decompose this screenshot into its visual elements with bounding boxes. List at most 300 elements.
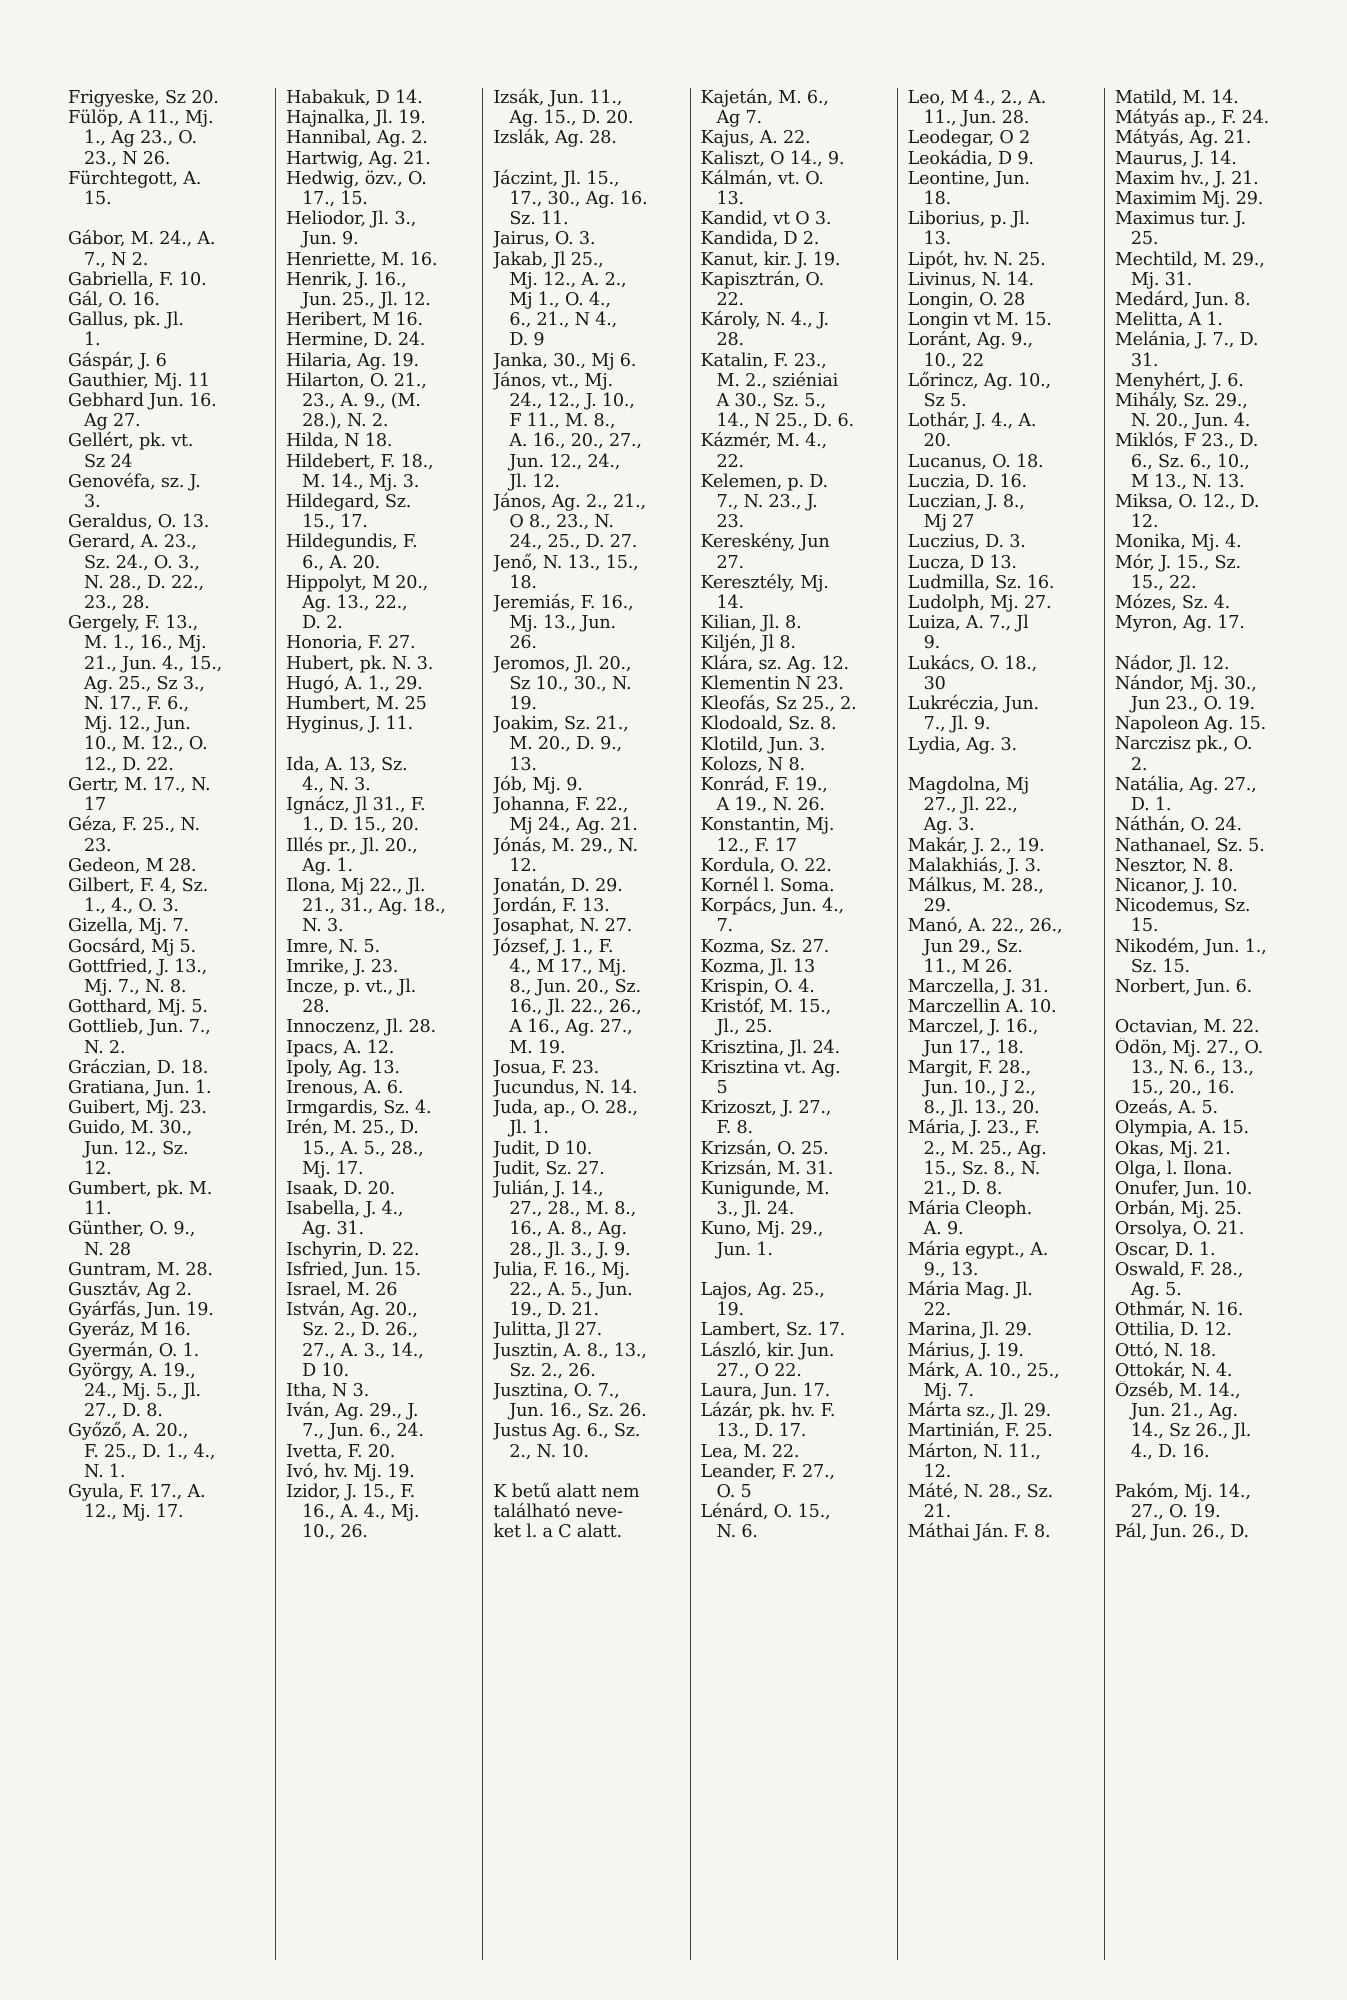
entry-continuation: 17 bbox=[84, 795, 106, 816]
name-entry: Klára, sz. Ag. 12. bbox=[700, 653, 849, 674]
entry-continuation: 13., N. 6., 13., bbox=[1130, 1057, 1254, 1078]
name-entry: ket l. a C alatt. bbox=[493, 1522, 622, 1543]
name-entry: Nesztor, N. 8. bbox=[1114, 855, 1234, 876]
name-entry: Ottilia, D. 12. bbox=[1114, 1320, 1232, 1341]
name-entry: Mátyás ap., F. 24. bbox=[1114, 108, 1270, 129]
entry-continuation: 15., A. 5., 28., bbox=[302, 1138, 424, 1159]
name-entry: Lucanus, O. 18. bbox=[907, 451, 1044, 472]
entry-continuation: N. 28., D. 22., bbox=[84, 572, 204, 593]
entry-continuation: Mj. 31. bbox=[1130, 269, 1193, 290]
name-entry: Hyginus, J. 11. bbox=[286, 714, 414, 735]
name-entry: Napoleon Ag. 15. bbox=[1114, 714, 1267, 735]
name-entry: Nádor, Jl. 12. bbox=[1114, 653, 1230, 674]
entry-continuation: N. 2. bbox=[84, 1037, 126, 1058]
entry-continuation: 18. bbox=[509, 572, 537, 593]
entry-continuation: Jun. 25., Jl. 12. bbox=[302, 290, 431, 311]
name-entry: Geraldus, O. 13. bbox=[68, 512, 210, 533]
name-entry: Katalin, F. 23., bbox=[700, 350, 827, 371]
name-entry: Onufer, Jun. 10. bbox=[1114, 1178, 1253, 1199]
name-entry: Gotthard, Mj. 5. bbox=[68, 997, 208, 1018]
name-entry: Iván, Ag. 29., J. bbox=[286, 1401, 419, 1422]
name-entry: Julia, F. 16., Mj. bbox=[493, 1259, 630, 1280]
name-entry: Leodegar, O 2 bbox=[907, 128, 1031, 149]
name-entry: Mechtild, M. 29., bbox=[1114, 249, 1265, 270]
entry-continuation: 15., 22. bbox=[1130, 572, 1197, 593]
name-entry: Livinus, N. 14. bbox=[907, 269, 1034, 290]
name-entry: Ottokár, N. 4. bbox=[1114, 1360, 1233, 1381]
name-entry: K betű alatt nem bbox=[493, 1481, 640, 1502]
entry-continuation: 5 bbox=[716, 1077, 728, 1098]
name-entry: Günther, O. 9., bbox=[68, 1219, 196, 1240]
name-entry: Máté, N. 28., Sz. bbox=[907, 1482, 1053, 1502]
name-entry: Isfried, Jun. 15. bbox=[286, 1259, 422, 1280]
name-entry: Ivetta, F. 20. bbox=[286, 1441, 396, 1462]
entry-continuation: D 10. bbox=[302, 1360, 349, 1381]
name-entry: Julitta, Jl 27. bbox=[493, 1320, 603, 1341]
entry-continuation: 12. bbox=[923, 1461, 952, 1482]
name-entry: Medárd, Jun. 8. bbox=[1114, 290, 1251, 311]
name-entry: Gyeráz, M 16. bbox=[68, 1320, 191, 1341]
entry-continuation: M. 20., D. 9., bbox=[509, 734, 622, 755]
entry-continuation: F. 8. bbox=[716, 1118, 753, 1139]
name-entry: Jusztin, A. 8., 13., bbox=[493, 1340, 647, 1361]
entry-continuation: 7., N 2. bbox=[84, 249, 149, 270]
name-entry: Maximim Mj. 29. bbox=[1114, 189, 1264, 210]
entry-continuation: D. 1. bbox=[1130, 795, 1172, 816]
name-entry: Gáspár, J. 6 bbox=[68, 350, 167, 371]
name-entry: Guntram, M. 28. bbox=[68, 1259, 213, 1280]
name-entry: Leontine, Jun. bbox=[907, 168, 1030, 189]
entry-continuation: 24., 25., D. 27. bbox=[509, 532, 638, 553]
name-entry: Kajetán, M. 6., bbox=[700, 88, 829, 108]
name-entry: Gratiana, Jun. 1. bbox=[68, 1077, 212, 1098]
entry-continuation: 22. bbox=[716, 451, 744, 472]
name-entry: Incze, p. vt., Jl. bbox=[286, 976, 417, 997]
name-entry: Josua, F. 23. bbox=[493, 1057, 600, 1078]
entry-continuation: Jl., 25. bbox=[716, 1017, 773, 1038]
name-entry: Krispin, O. 4. bbox=[700, 976, 815, 997]
name-entry: Margit, F. 28., bbox=[907, 1057, 1031, 1078]
entry-continuation: 28.), N. 2. bbox=[302, 411, 389, 432]
name-entry: Gusztáv, Ag 2. bbox=[68, 1279, 192, 1300]
name-entry: Krizsán, M. 31. bbox=[700, 1158, 834, 1179]
name-entry: Mária Cleoph. bbox=[907, 1199, 1032, 1220]
entry-continuation: N. 20., Jun. 4. bbox=[1130, 411, 1251, 432]
name-entry: Kajus, A. 22. bbox=[700, 128, 811, 149]
entry-continuation: 2. bbox=[1130, 754, 1148, 775]
name-entry: Nicodemus, Sz. bbox=[1114, 896, 1251, 917]
entry-continuation: 1., D. 15., 20. bbox=[302, 815, 419, 836]
name-entry: Judit, D 10. bbox=[493, 1138, 593, 1159]
entry-continuation: 19. bbox=[716, 1300, 744, 1321]
name-entry: Henrik, J. 16., bbox=[286, 269, 407, 290]
entry-continuation: 15., 17. bbox=[302, 512, 368, 533]
name-entry: Humbert, M. 25 bbox=[286, 694, 427, 715]
name-entry: Krizoszt, J. 27., bbox=[700, 1098, 832, 1119]
entry-continuation: Ag. 15., D. 20. bbox=[509, 108, 634, 129]
name-entry: Hildegundis, F. bbox=[286, 532, 418, 553]
entry-continuation: Mj. 13., Jun. bbox=[509, 613, 616, 634]
name-entry: Ozeás, A. 5. bbox=[1114, 1098, 1218, 1119]
name-entry: Guibert, Mj. 23. bbox=[68, 1098, 207, 1119]
name-entry: Gizella, Mj. 7. bbox=[68, 916, 189, 937]
name-entry: Olympia, A. 15. bbox=[1114, 1118, 1249, 1139]
entry-continuation: 27., O 22. bbox=[716, 1360, 802, 1381]
entry-continuation: 15. bbox=[1130, 916, 1159, 937]
entry-continuation: Ag. 1. bbox=[302, 855, 353, 876]
name-entry: Julián, J. 14., bbox=[493, 1178, 604, 1199]
name-entry: Manó, A. 22., 26., bbox=[907, 916, 1063, 937]
entry-continuation: 12. bbox=[509, 855, 537, 876]
name-entry: Heribert, M 16. bbox=[286, 310, 423, 331]
name-entry: Lydia, Ag. 3. bbox=[907, 734, 1017, 755]
name-entry: László, kir. Jun. bbox=[700, 1340, 835, 1361]
entry-continuation: 13. bbox=[716, 189, 744, 210]
name-entry: Hippolyt, M 20., bbox=[286, 572, 429, 593]
entry-continuation: 12. bbox=[84, 1158, 112, 1179]
name-entry: Lukács, O. 18., bbox=[907, 653, 1038, 674]
name-entry: Kornél l. Soma. bbox=[700, 875, 835, 896]
name-entry: Menyhért, J. 6. bbox=[1114, 370, 1244, 391]
name-entry: Ivó, hv. Mj. 19. bbox=[286, 1461, 415, 1482]
name-entry: Narczisz pk., O. bbox=[1114, 734, 1253, 755]
entry-continuation: 12. bbox=[1130, 512, 1159, 533]
entry-continuation: 8., Jl. 13., 20. bbox=[923, 1098, 1040, 1119]
name-entry: Mihály, Sz. 29., bbox=[1114, 391, 1248, 412]
name-entry: Natália, Ag. 27., bbox=[1114, 774, 1257, 795]
name-entry: Hildebert, F. 18., bbox=[286, 451, 434, 472]
entry-continuation: M. 14., Mj. 3. bbox=[302, 471, 420, 492]
entry-continuation: 12., D. 22. bbox=[84, 754, 174, 775]
entry-continuation: 23., 28. bbox=[84, 593, 150, 614]
name-entry: Leo, M 4., 2., A. bbox=[907, 88, 1046, 108]
entry-continuation: 15., 20., 16. bbox=[1130, 1077, 1235, 1098]
name-entry: Imre, N. 5. bbox=[286, 936, 380, 957]
name-entry: Kilian, Jl. 8. bbox=[700, 613, 802, 634]
entry-continuation: 27. bbox=[716, 552, 744, 573]
name-entry: Hermine, D. 24. bbox=[286, 330, 426, 351]
entry-continuation: 28. bbox=[716, 330, 744, 351]
name-entry: Kiljén, Jl 8. bbox=[700, 633, 796, 654]
name-entry: József, J. 1., F. bbox=[493, 936, 614, 957]
entry-continuation: Sz. 11. bbox=[509, 209, 569, 230]
name-entry: Maxim hv., J. 21. bbox=[1114, 168, 1259, 189]
entry-continuation: Jun. 12., 24., bbox=[509, 451, 621, 472]
entry-continuation: Sz 24 bbox=[84, 451, 133, 472]
entry-continuation: 14. bbox=[716, 593, 744, 614]
entry-continuation: 23. bbox=[716, 512, 744, 533]
entry-continuation: N. 3. bbox=[302, 916, 344, 937]
name-entry: Justus Ag. 6., Sz. bbox=[493, 1421, 641, 1442]
entry-continuation: 27., Jl. 22., bbox=[923, 795, 1018, 816]
name-entry: Jenő, N. 13., 15., bbox=[493, 552, 639, 573]
name-entry: Hilda, N 18. bbox=[286, 431, 393, 452]
name-entry: Ida, A. 13, Sz. bbox=[286, 754, 408, 775]
name-entry: Máthai Ján. F. 8. bbox=[907, 1522, 1051, 1543]
name-entry: Pál, Jun. 26., D. bbox=[1114, 1522, 1249, 1543]
name-entry: Hilarton, O. 21., bbox=[286, 370, 427, 391]
entry-continuation: 14., Sz 26., Jl. bbox=[1130, 1421, 1252, 1442]
name-entry: Marczellin A. 10. bbox=[907, 997, 1057, 1018]
name-entry: Nicanor, J. 10. bbox=[1114, 875, 1238, 896]
name-entry: Kapisztrán, O. bbox=[700, 269, 824, 290]
name-entry: Gedeon, M 28. bbox=[68, 855, 197, 876]
entry-continuation: 29. bbox=[923, 896, 952, 917]
name-entry: Jób, Mj. 9. bbox=[493, 774, 583, 795]
column-2 bbox=[275, 88, 482, 1960]
entry-continuation: 8., Jun. 20., Sz. bbox=[509, 976, 641, 997]
name-entry: Maurus, J. 14. bbox=[1114, 148, 1237, 169]
entry-continuation: Ag. 25., Sz 3., bbox=[84, 673, 205, 694]
entry-continuation: Sz. 15. bbox=[1130, 956, 1190, 977]
name-entry: Juda, ap., O. 28., bbox=[493, 1098, 638, 1119]
name-entry: Márius, J. 19. bbox=[907, 1340, 1024, 1361]
entry-continuation: 11. bbox=[84, 1199, 112, 1220]
entry-continuation: Ag 7. bbox=[716, 108, 762, 129]
entry-continuation: 10., 26. bbox=[302, 1522, 368, 1543]
name-entry: Gyárfás, Jun. 19. bbox=[68, 1300, 214, 1321]
entry-continuation: 23. bbox=[84, 835, 112, 856]
entry-continuation: 18. bbox=[923, 189, 952, 210]
entry-continuation: M. 2., sziéniai bbox=[716, 370, 839, 391]
entry-continuation: O. 5 bbox=[716, 1482, 752, 1502]
name-entry: Martinián, F. 25. bbox=[907, 1421, 1053, 1442]
name-entry: Liborius, p. Jl. bbox=[907, 209, 1030, 230]
name-entry: Olga, l. Ilona. bbox=[1114, 1158, 1233, 1179]
name-entry: Josaphat, N. 27. bbox=[493, 916, 633, 937]
name-entry: Gilbert, F. 4, Sz. bbox=[68, 875, 208, 896]
entry-continuation: 27., D. 8. bbox=[84, 1401, 163, 1422]
entry-continuation: Jun. 1. bbox=[716, 1239, 773, 1260]
name-entry: Irmgardis, Sz. 4. bbox=[286, 1098, 432, 1119]
entry-continuation: 13., D. 17. bbox=[716, 1421, 807, 1442]
name-entry: Laura, Jun. 17. bbox=[700, 1380, 830, 1401]
name-entry: Jeromos, Jl. 20., bbox=[493, 653, 632, 674]
name-entry: Marina, Jl. 29. bbox=[907, 1320, 1033, 1341]
entry-continuation: 20. bbox=[923, 431, 952, 452]
entry-continuation: 19., D. 21. bbox=[509, 1300, 599, 1321]
name-entry: Korpács, Jun. 4., bbox=[700, 896, 844, 917]
name-entry: Isaak, D. 20. bbox=[286, 1178, 396, 1199]
entry-continuation: Jun. 12., Sz. bbox=[84, 1138, 189, 1159]
name-entry: Márton, N. 11., bbox=[907, 1441, 1041, 1462]
entry-continuation: Mj. 7. bbox=[923, 1380, 974, 1401]
column-3 bbox=[482, 88, 689, 1960]
name-entry: Magdolna, Mj bbox=[907, 774, 1029, 795]
name-entry: Kunigunde, M. bbox=[700, 1178, 830, 1199]
column-6 bbox=[1104, 88, 1311, 1960]
name-entry: Judit, Sz. 27. bbox=[493, 1158, 605, 1179]
name-entry: Klodoald, Sz. 8. bbox=[700, 714, 837, 735]
entry-continuation: D. 2. bbox=[302, 613, 343, 634]
name-entry: Kandid, vt O 3. bbox=[700, 209, 832, 230]
name-entry: Jairus, O. 3. bbox=[493, 229, 596, 250]
entry-continuation: Mj 24., Ag. 21. bbox=[509, 815, 638, 836]
entry-continuation: M. 19. bbox=[509, 1037, 566, 1058]
entry-continuation: Mj. 7., N. 8. bbox=[84, 976, 187, 997]
name-entry: Myron, Ag. 17. bbox=[1114, 613, 1245, 634]
entry-continuation: 9., 13. bbox=[923, 1259, 979, 1280]
name-entry: Krizsán, O. 25. bbox=[700, 1138, 829, 1159]
name-entry: Norbert, Jun. 6. bbox=[1114, 976, 1253, 997]
name-entry: Gellért, pk. vt. bbox=[68, 431, 194, 452]
name-entry: Ignácz, Jl 31., F. bbox=[286, 795, 426, 816]
name-entry: Mária egypt., A. bbox=[907, 1239, 1049, 1260]
name-entry: Octavian, M. 22. bbox=[1114, 1017, 1260, 1038]
entry-continuation: 23., N 26. bbox=[84, 148, 171, 169]
name-entry: Hartwig, Ag. 21. bbox=[286, 148, 431, 169]
entry-continuation: 30 bbox=[923, 673, 946, 694]
name-entry: Kázmér, M. 4., bbox=[700, 431, 827, 452]
name-entry: Izsák, Jun. 11., bbox=[493, 88, 623, 108]
name-entry: Kaliszt, O 14., 9. bbox=[700, 148, 845, 169]
name-entry: Krisztina vt. Ag. bbox=[700, 1057, 841, 1078]
entry-continuation: 22. bbox=[716, 290, 744, 311]
entry-continuation: 21. bbox=[923, 1502, 952, 1523]
name-entry: Ödön, Mj. 27., O. bbox=[1114, 1037, 1264, 1058]
name-entry: Náthán, O. 24. bbox=[1114, 815, 1242, 836]
name-entry: Hedwig, özv., O. bbox=[286, 168, 427, 189]
name-entry: Lőrincz, Ag. 10., bbox=[907, 370, 1051, 391]
name-entry: Mária Mag. Jl. bbox=[907, 1279, 1033, 1300]
name-entry: Janka, 30., Mj 6. bbox=[493, 350, 637, 371]
column-1 bbox=[68, 88, 275, 1960]
entry-continuation: M. 1., 16., Mj. bbox=[84, 633, 207, 654]
name-entry: Illés pr., Jl. 20., bbox=[286, 835, 418, 856]
name-entry: Hugó, A. 1., 29. bbox=[286, 673, 423, 694]
entry-continuation: Sz. 24., O. 3., bbox=[84, 552, 200, 573]
column-4 bbox=[690, 88, 897, 1960]
entry-continuation: M 13., N. 13. bbox=[1130, 471, 1245, 492]
entry-continuation: A. 16., 20., 27., bbox=[509, 431, 642, 452]
name-entry: Maximus tur. J. bbox=[1114, 209, 1246, 230]
name-entry: Gyula, F. 17., A. bbox=[68, 1482, 206, 1502]
name-entry: Leander, F. 27., bbox=[700, 1461, 835, 1482]
entry-continuation: Jun. 21., Ag. bbox=[1130, 1401, 1238, 1422]
name-entry: Gál, O. 16. bbox=[68, 290, 160, 311]
name-entry: Ilona, Mj 22., Jl. bbox=[286, 875, 426, 896]
entry-continuation: Ag. 31. bbox=[302, 1219, 364, 1240]
name-entry: Ottó, N. 18. bbox=[1114, 1340, 1217, 1361]
entry-continuation: 15. bbox=[84, 189, 112, 210]
name-entry: Israel, M. 26 bbox=[286, 1279, 398, 1300]
entry-continuation: N. 1. bbox=[84, 1461, 126, 1482]
name-entry: Leokádia, D 9. bbox=[907, 148, 1034, 169]
name-entry: Monika, Mj. 4. bbox=[1114, 532, 1242, 553]
name-entry: Kolozs, N 8. bbox=[700, 754, 805, 775]
entry-continuation: 6., Sz. 6., 10., bbox=[1130, 451, 1250, 472]
name-entry: Gebhard Jun. 16. bbox=[68, 391, 217, 412]
entry-continuation: Jl. 12. bbox=[509, 471, 560, 492]
name-entry: Makár, J. 2., 19. bbox=[907, 835, 1045, 856]
name-entry: Orsolya, O. 21. bbox=[1114, 1219, 1245, 1240]
entry-continuation: 7., Jun. 6., 24. bbox=[302, 1421, 424, 1442]
name-entry: Ischyrin, D. 22. bbox=[286, 1239, 420, 1260]
name-entry: Lukréczia, Jun. bbox=[907, 694, 1039, 715]
entry-continuation: 2., N. 10. bbox=[509, 1441, 589, 1462]
entry-continuation: 11., Jun. 28. bbox=[923, 108, 1030, 129]
entry-continuation: 4., D. 16. bbox=[1130, 1441, 1210, 1462]
name-entry: Kanut, kir. J. 19. bbox=[700, 249, 841, 270]
name-entry: Nándor, Mj. 30., bbox=[1114, 673, 1257, 694]
name-entry: Hannibal, Ag. 2. bbox=[286, 128, 428, 149]
entry-continuation: 24., 12., J. 10., bbox=[509, 391, 635, 412]
name-entry: Luczian, J. 8., bbox=[907, 492, 1025, 513]
entry-continuation: Mj 1., O. 4., bbox=[509, 290, 611, 311]
name-entry: Habakuk, D 14. bbox=[286, 88, 423, 108]
entry-continuation: 10., M. 12., O. bbox=[84, 734, 208, 755]
name-entry: Kálmán, vt. O. bbox=[700, 168, 824, 189]
name-entry: Jonatán, D. 29. bbox=[493, 875, 623, 896]
entry-continuation: 3., Jl. 24. bbox=[716, 1199, 795, 1220]
name-entry: Heliodor, Jl. 3., bbox=[286, 209, 417, 230]
name-entry: Jakab, Jl 25., bbox=[493, 249, 604, 270]
name-entry: Oswald, F. 28., bbox=[1114, 1259, 1244, 1280]
name-entry: Kandida, D 2. bbox=[700, 229, 820, 250]
name-entry: Frigyeske, Sz 20. bbox=[68, 88, 219, 108]
name-entry: Málkus, M. 28., bbox=[907, 875, 1044, 896]
entry-continuation: 17., 15. bbox=[302, 189, 368, 210]
name-entry: Melánia, J. 7., D. bbox=[1114, 330, 1259, 351]
entry-continuation: 17., 30., Ag. 16. bbox=[509, 189, 648, 209]
name-entry: Marczel, J. 16., bbox=[907, 1017, 1039, 1038]
name-entry: Hilaria, Ag. 19. bbox=[286, 350, 419, 371]
name-entry: Gauthier, Mj. 11 bbox=[68, 370, 210, 391]
name-entry: Genovéfa, sz. J. bbox=[68, 471, 201, 492]
name-entry: Loránt, Ag. 9., bbox=[907, 330, 1033, 351]
name-entry: Mátyás, Ag. 21. bbox=[1114, 128, 1252, 149]
name-entry: Lucza, D 13. bbox=[907, 552, 1017, 573]
entry-continuation: 15., Sz. 8., N. bbox=[923, 1158, 1041, 1179]
name-entry: Gábor, M. 24., A. bbox=[68, 229, 216, 250]
name-entry: Jusztina, O. 7., bbox=[493, 1380, 620, 1401]
name-entry: Hubert, pk. N. 3. bbox=[286, 653, 434, 674]
name-entry: Lea, M. 22. bbox=[700, 1441, 800, 1462]
entry-continuation: 7., N. 23., J. bbox=[716, 492, 818, 513]
name-entry: István, Ag. 20., bbox=[286, 1300, 418, 1321]
name-entry: Klotild, Jun. 3. bbox=[700, 734, 826, 755]
name-entry: Gertr, M. 17., N. bbox=[68, 774, 211, 795]
name-entry: Honoria, F. 27. bbox=[286, 633, 416, 654]
name-entry: Okas, Mj. 21. bbox=[1114, 1138, 1231, 1159]
name-entry: Pakóm, Mj. 14., bbox=[1114, 1481, 1251, 1502]
entry-continuation: 27., A. 3., 14., bbox=[302, 1340, 424, 1361]
entry-continuation: Jun. 9. bbox=[302, 229, 359, 250]
name-entry: Joakim, Sz. 21., bbox=[493, 714, 629, 735]
name-entry: Gráczian, D. 18. bbox=[68, 1057, 209, 1078]
name-entry: Hajnalka, Jl. 19. bbox=[286, 108, 426, 129]
name-entry: Lázár, pk. hv. F. bbox=[700, 1401, 836, 1422]
name-entry: Orbán, Mj. 25. bbox=[1114, 1199, 1242, 1220]
entry-continuation: Ag. 3. bbox=[923, 815, 975, 836]
entry-continuation: Mj. 17. bbox=[302, 1158, 364, 1179]
entry-continuation: 26. bbox=[509, 633, 537, 654]
entry-continuation: 28., Jl. 3., J. 9. bbox=[509, 1239, 631, 1260]
entry-continuation: 1., Ag 23., O. bbox=[84, 128, 197, 149]
name-entry: Longin vt M. 15. bbox=[907, 310, 1052, 331]
name-entry: Gocsárd, Mj 5. bbox=[68, 936, 196, 957]
name-entry: Johanna, F. 22., bbox=[493, 795, 629, 816]
name-entry: Matild, M. 14. bbox=[1114, 88, 1239, 108]
name-entry: Nikodém, Jun. 1., bbox=[1114, 936, 1267, 957]
name-entry: Ludmilla, Sz. 16. bbox=[907, 572, 1055, 593]
entry-continuation: Jun. 10., J 2., bbox=[923, 1077, 1036, 1098]
entry-continuation: 6., 21., N 4., bbox=[509, 310, 618, 331]
name-entry: Gerard, A. 23., bbox=[68, 532, 197, 553]
entry-continuation: 4., N. 3. bbox=[302, 774, 371, 795]
name-entry: Miklós, F 23., D. bbox=[1114, 431, 1259, 452]
entry-continuation: 16., A. 4., Mj. bbox=[302, 1502, 420, 1523]
